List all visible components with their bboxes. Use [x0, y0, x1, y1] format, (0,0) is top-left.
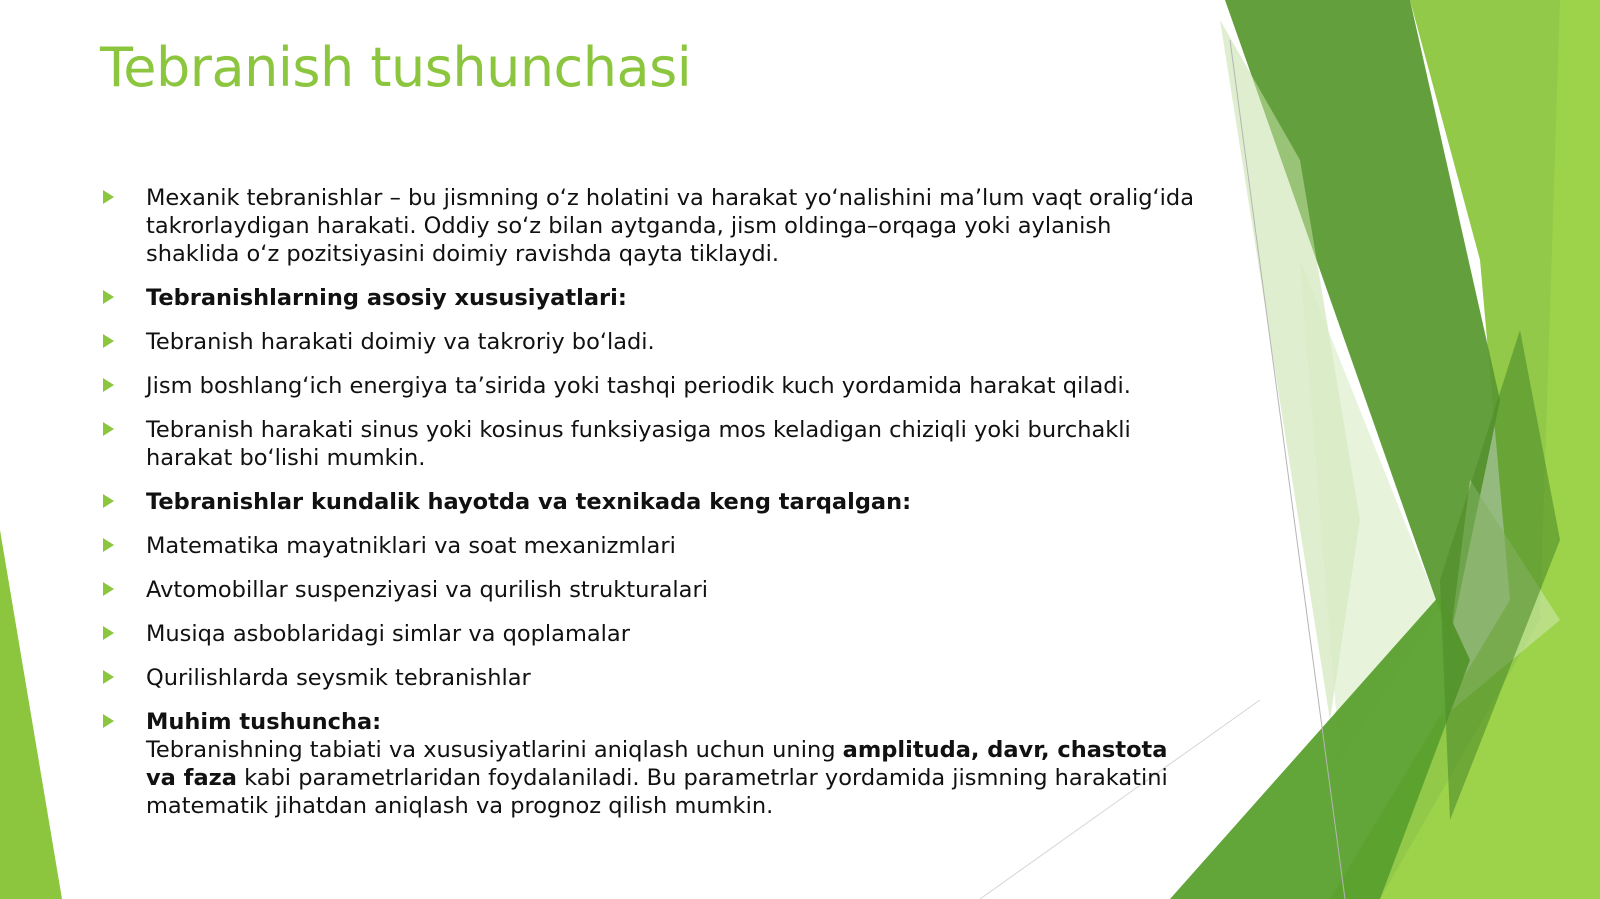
bullet-text: Tebranish harakati sinus yoki kosinus funksiyasiga mos keladigan chiziqli yoki burchakli harakat bo‘lishi mumkin.	[146, 417, 1131, 471]
bullet-item	[100, 284, 1200, 312]
triangle-bullet-icon	[103, 378, 114, 392]
important-text-start: Tebranishning tabiati va xususiyatlarini aniqlash uchun uning	[146, 737, 843, 763]
bullet-text: Avtomobillar suspenziyasi va qurilish strukturalari	[146, 577, 708, 603]
bullet-item	[100, 416, 1200, 472]
triangle-bullet-icon	[103, 422, 114, 436]
bullet-item-important	[100, 708, 1200, 820]
bullet-item	[100, 488, 1200, 516]
bullet-item	[100, 372, 1200, 400]
triangle-bullet-icon	[103, 714, 114, 728]
bullet-item	[100, 184, 1200, 268]
bullet-item	[100, 328, 1200, 356]
bullet-text: Tebranishlarning asosiy xususiyatlari:	[146, 285, 627, 311]
triangle-bullet-icon	[103, 290, 114, 304]
decor-shard-left	[0, 530, 62, 899]
bullet-text: Tebranish harakati doimiy va takroriy bo‘ladi.	[146, 329, 655, 355]
bullet-text: Matematika mayatniklari va soat mexanizmlari	[146, 533, 676, 559]
bullet-text: Qurilishlarda seysmik tebranishlar	[146, 665, 531, 691]
triangle-bullet-icon	[103, 334, 114, 348]
triangle-bullet-icon	[103, 538, 114, 552]
bullet-text: Jism boshlang‘ich energiya ta’sirida yoki tashqi periodik kuch yordamida harakat qiladi.	[146, 373, 1131, 399]
bullet-list	[100, 184, 1200, 836]
bullet-text: Musiqa asboblaridagi simlar va qoplamalar	[146, 621, 630, 647]
important-text-bold: amplituda, davr, chastota va faza	[146, 737, 1168, 791]
bullet-text: Tebranishlar kundalik hayotda va texnikada keng tarqalgan:	[146, 489, 912, 515]
bullet-item	[100, 532, 1200, 560]
triangle-bullet-icon	[103, 494, 114, 508]
important-text-end: kabi parametrlaridan foydalaniladi. Bu parametrlar yordamida jismning harakatini matematik jihatdan aniqlash va prognoz qilish mumkin.	[146, 765, 1168, 819]
important-text	[146, 737, 1168, 819]
bullet-item	[100, 576, 1200, 604]
triangle-bullet-icon	[103, 190, 114, 204]
triangle-bullet-icon	[103, 670, 114, 684]
bullet-item	[100, 620, 1200, 648]
bullet-item	[100, 664, 1200, 692]
slide-title: Tebranish tushunchasi	[100, 36, 692, 99]
triangle-bullet-icon	[103, 582, 114, 596]
important-heading: Muhim tushuncha:	[146, 709, 382, 735]
bullet-text: Mexanik tebranishlar – bu jismning o‘z holatini va harakat yo‘nalishini ma’lum vaqt oralig‘ida takrorlaydigan harakati. Oddiy so‘z bilan aytganda, jism oldinga–orqaga yoki aylanish shaklida o‘z pozitsiyasini doimiy ravishda qayta tiklaydi.	[146, 185, 1194, 267]
triangle-bullet-icon	[103, 626, 114, 640]
